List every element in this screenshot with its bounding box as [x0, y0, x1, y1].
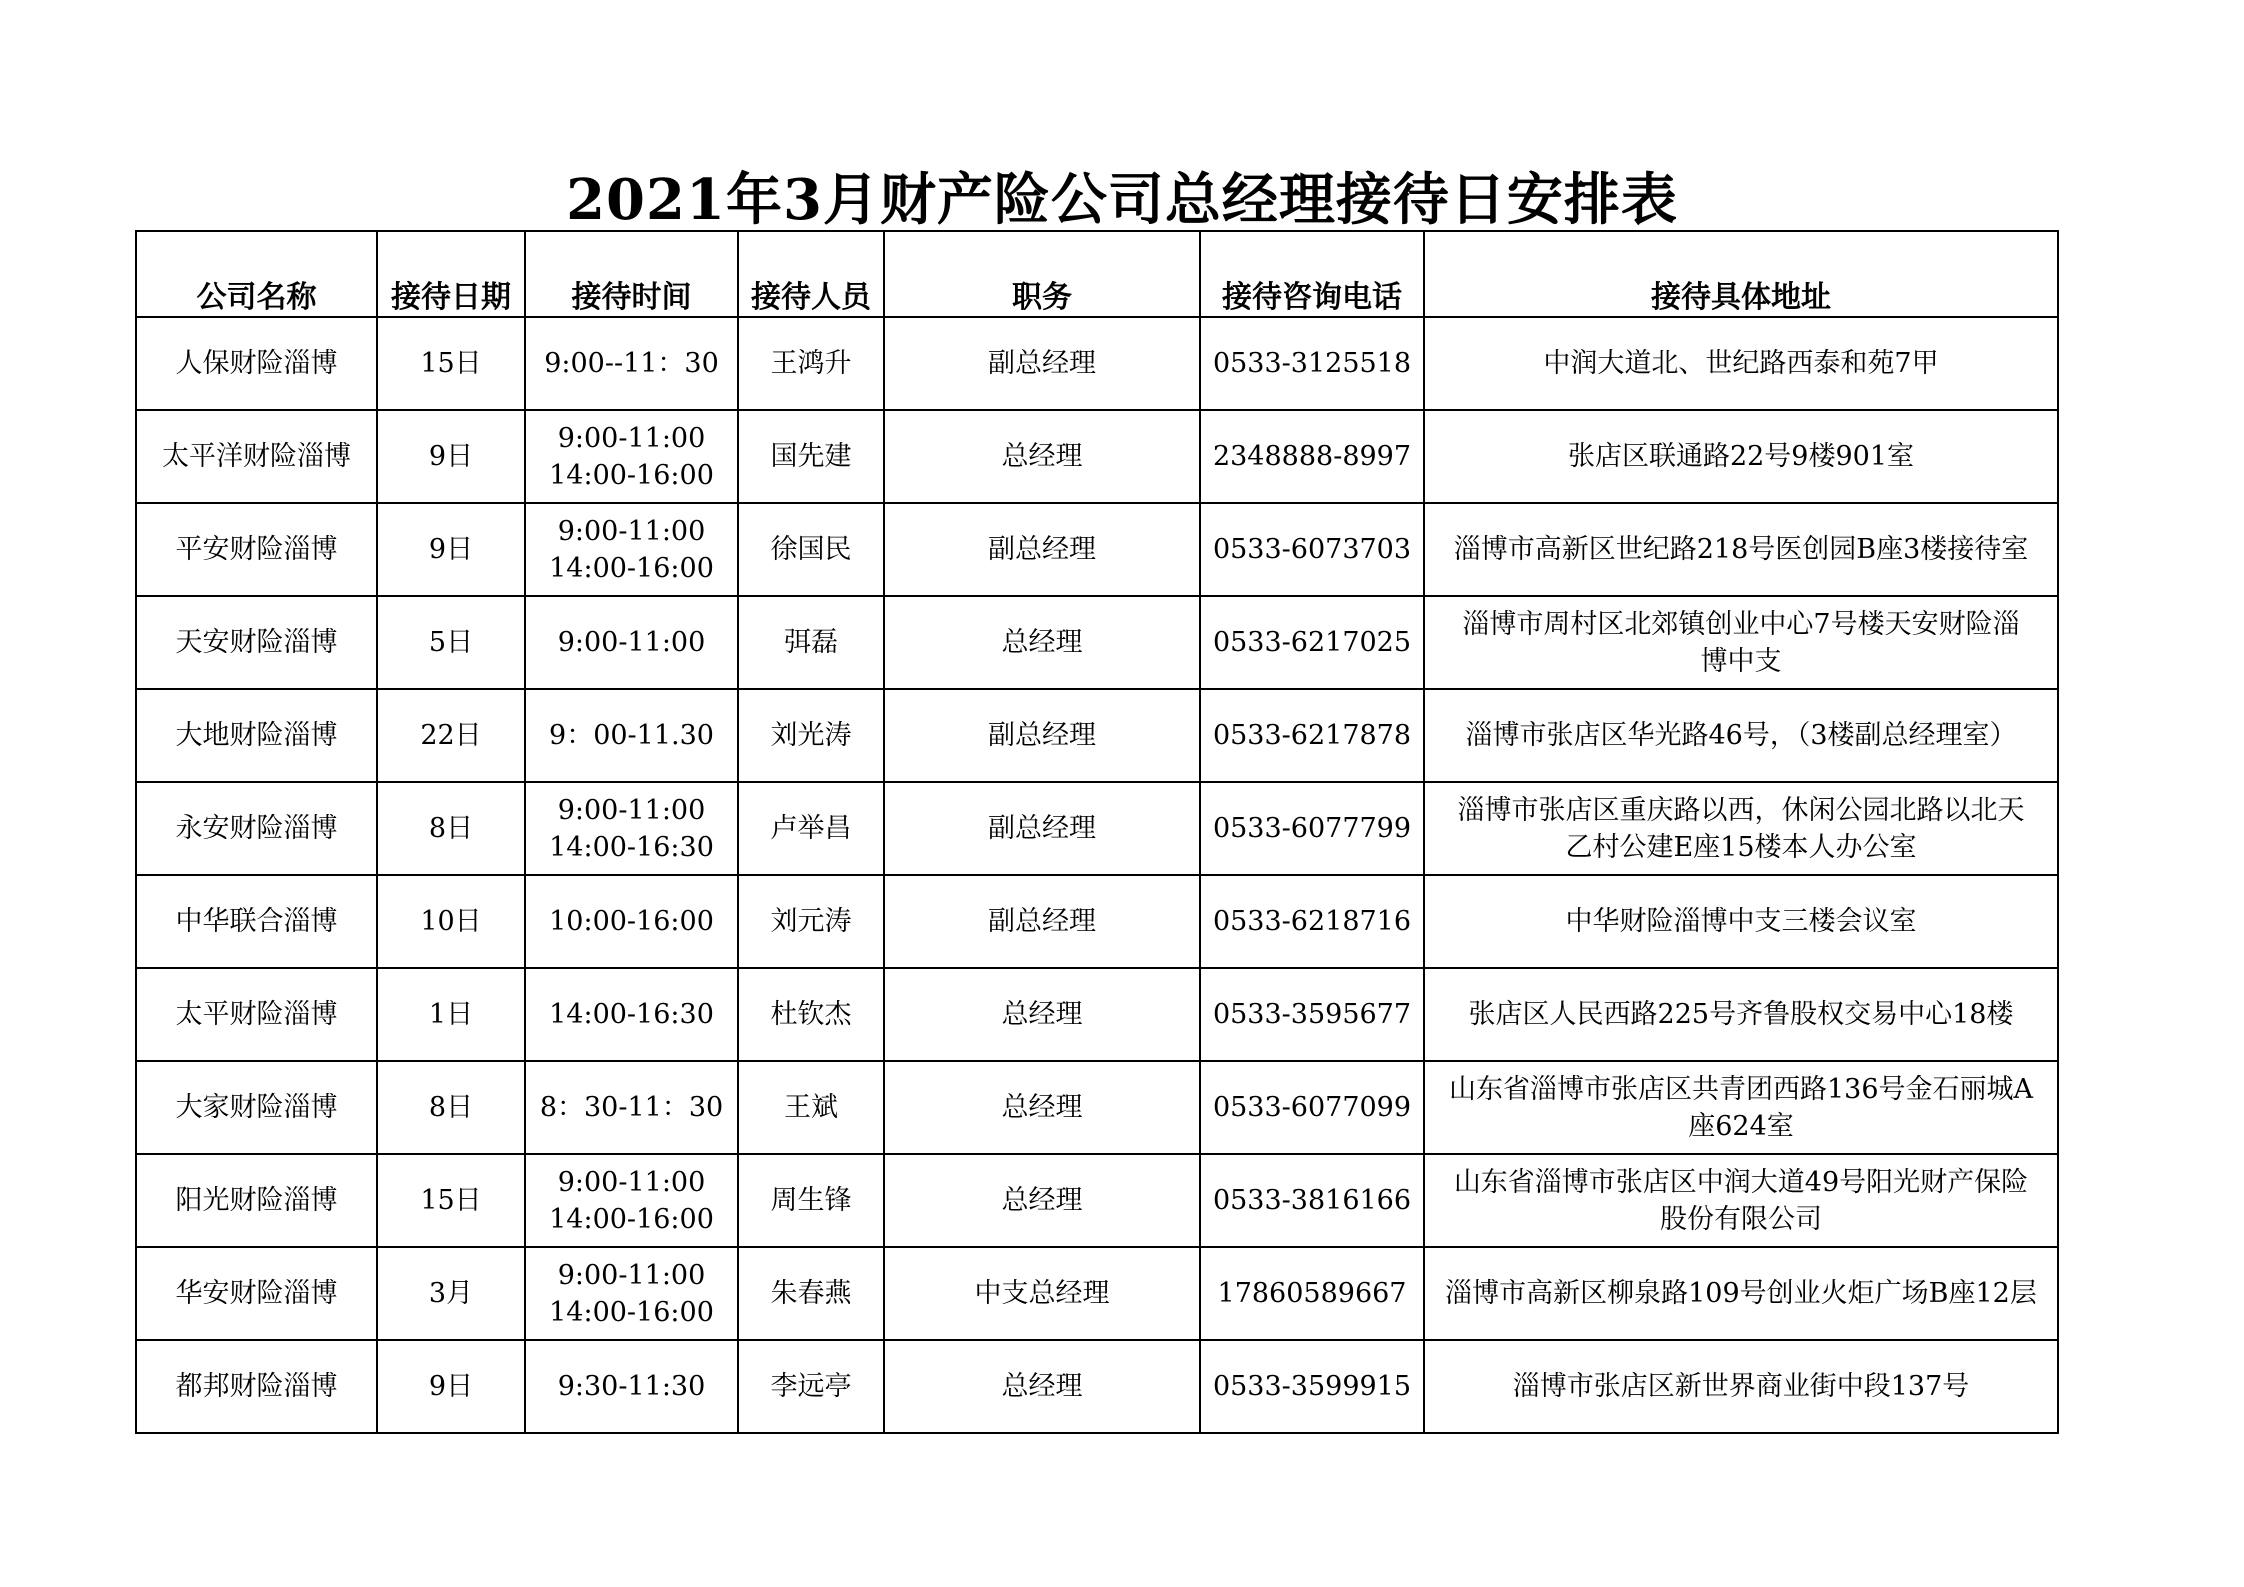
- position-cell: 总经理: [884, 968, 1200, 1061]
- time-cell: [525, 1061, 738, 1154]
- table-row: [136, 782, 2058, 875]
- table-row: [136, 1154, 2058, 1247]
- header-time: 接待时间: [525, 231, 738, 317]
- time-line: 9:00-11:00: [557, 515, 706, 547]
- address-line: 淄博市高新区世纪路218号医创园B座3楼接待室: [1453, 534, 2029, 565]
- date-cell: 8日: [377, 782, 525, 875]
- date-cell: 9日: [377, 1340, 525, 1433]
- address-cell: [1424, 782, 2058, 875]
- address-cell: [1424, 1340, 2058, 1433]
- person-cell: 卢举昌: [738, 782, 884, 875]
- table-header-row: [136, 231, 2058, 317]
- address-line: 淄博市张店区华光路46号，（3楼副总经理室）: [1465, 720, 2017, 751]
- phone-cell: 2348888-8997: [1200, 410, 1424, 503]
- time-line: 14:00-16:00: [549, 459, 714, 491]
- date-cell: 10日: [377, 875, 525, 968]
- date-cell: 1日: [377, 968, 525, 1061]
- phone-cell: 0533-6218716: [1200, 875, 1424, 968]
- company-cell: 华安财险淄博: [136, 1247, 377, 1340]
- time-line: 9:00--11：30: [544, 348, 719, 379]
- phone-cell: 0533-6217025: [1200, 596, 1424, 689]
- date-cell: 15日: [377, 1154, 525, 1247]
- table-row: [136, 968, 2058, 1061]
- position-cell: 副总经理: [884, 689, 1200, 782]
- address-line: 股份有限公司: [1660, 1203, 1822, 1235]
- phone-cell: 17860589667: [1200, 1247, 1424, 1340]
- address-cell: [1424, 503, 2058, 596]
- time-line: 9:00-11:00: [557, 1259, 706, 1291]
- time-line: 9：00-11.30: [549, 720, 714, 751]
- position-cell: 中支总经理: [884, 1247, 1200, 1340]
- table-row: [136, 317, 2058, 410]
- table-row: [136, 1340, 2058, 1433]
- time-line: 14:00-16:30: [549, 831, 714, 863]
- person-cell: 李远亭: [738, 1340, 884, 1433]
- date-cell: 3月: [377, 1247, 525, 1340]
- address-line: 中华财险淄博中支三楼会议室: [1565, 906, 1917, 937]
- time-line: 14:00-16:30: [549, 999, 714, 1030]
- table-body: [136, 317, 2058, 1433]
- time-cell: [525, 1154, 738, 1247]
- company-cell: 太平财险淄博: [136, 968, 377, 1061]
- table-row: [136, 689, 2058, 782]
- company-cell: 都邦财险淄博: [136, 1340, 377, 1433]
- date-cell: 8日: [377, 1061, 525, 1154]
- person-cell: 周生锋: [738, 1154, 884, 1247]
- position-cell: 副总经理: [884, 782, 1200, 875]
- address-cell: [1424, 875, 2058, 968]
- table-row: [136, 410, 2058, 503]
- time-cell: [525, 968, 738, 1061]
- phone-cell: 0533-3595677: [1200, 968, 1424, 1061]
- address-cell: [1424, 596, 2058, 689]
- phone-cell: 0533-3816166: [1200, 1154, 1424, 1247]
- position-cell: 副总经理: [884, 875, 1200, 968]
- address-line: 淄博市高新区柳泉路109号创业火炬广场B座12层: [1445, 1278, 2037, 1309]
- company-cell: 大地财险淄博: [136, 689, 377, 782]
- position-cell: 总经理: [884, 1340, 1200, 1433]
- header-phone: 接待咨询电话: [1200, 231, 1424, 317]
- time-line: 9:30-11:30: [557, 1371, 706, 1402]
- address-cell: [1424, 968, 2058, 1061]
- time-line: 9:00-11:00: [557, 422, 706, 454]
- address-cell: [1424, 317, 2058, 410]
- time-cell: [525, 596, 738, 689]
- table-row: [136, 596, 2058, 689]
- schedule-table: [135, 230, 2059, 1434]
- company-cell: 人保财险淄博: [136, 317, 377, 410]
- time-line: 14:00-16:00: [549, 1203, 714, 1235]
- time-cell: [525, 689, 738, 782]
- company-cell: 大家财险淄博: [136, 1061, 377, 1154]
- table-row: [136, 1061, 2058, 1154]
- time-line: 14:00-16:00: [549, 1296, 714, 1328]
- phone-cell: 0533-3599915: [1200, 1340, 1424, 1433]
- table-row: [136, 503, 2058, 596]
- header-person: 接待人员: [738, 231, 884, 317]
- company-cell: 阳光财险淄博: [136, 1154, 377, 1247]
- company-cell: 平安财险淄博: [136, 503, 377, 596]
- time-cell: [525, 410, 738, 503]
- address-cell: [1424, 410, 2058, 503]
- company-cell: 中华联合淄博: [136, 875, 377, 968]
- company-cell: 天安财险淄博: [136, 596, 377, 689]
- address-line: 山东省淄博市张店区中润大道49号阳光财产保险: [1453, 1166, 2029, 1198]
- phone-cell: 0533-6217878: [1200, 689, 1424, 782]
- time-line: 14:00-16:00: [549, 552, 714, 584]
- date-cell: 5日: [377, 596, 525, 689]
- phone-cell: 0533-3125518: [1200, 317, 1424, 410]
- address-line: 淄博市周村区北郊镇创业中心7号楼天安财险淄: [1462, 608, 2020, 640]
- person-cell: 国先建: [738, 410, 884, 503]
- header-position: 职务: [884, 231, 1200, 317]
- position-cell: 总经理: [884, 1154, 1200, 1247]
- address-line: 山东省淄博市张店区共青团西路136号金石丽城A: [1448, 1073, 2034, 1105]
- time-line: 9:00-11:00: [557, 627, 706, 658]
- time-line: 9:00-11:00: [557, 794, 706, 826]
- address-cell: [1424, 1154, 2058, 1247]
- time-line: 10:00-16:00: [549, 906, 714, 937]
- person-cell: 杜钦杰: [738, 968, 884, 1061]
- time-cell: [525, 1340, 738, 1433]
- person-cell: 王鸿升: [738, 317, 884, 410]
- date-cell: 9日: [377, 503, 525, 596]
- time-cell: [525, 503, 738, 596]
- position-cell: 副总经理: [884, 503, 1200, 596]
- person-cell: 弭磊: [738, 596, 884, 689]
- person-cell: 徐国民: [738, 503, 884, 596]
- date-cell: 22日: [377, 689, 525, 782]
- position-cell: 副总经理: [884, 317, 1200, 410]
- address-line: 座624室: [1688, 1110, 1794, 1142]
- phone-cell: 0533-6073703: [1200, 503, 1424, 596]
- table-row: [136, 875, 2058, 968]
- address-line: 中润大道北、世纪路西泰和苑7甲: [1543, 348, 1939, 379]
- date-cell: 15日: [377, 317, 525, 410]
- phone-cell: 0533-6077799: [1200, 782, 1424, 875]
- address-cell: [1424, 1061, 2058, 1154]
- address-cell: [1424, 1247, 2058, 1340]
- table-row: [136, 1247, 2058, 1340]
- position-cell: 总经理: [884, 1061, 1200, 1154]
- address-line: 乙村公建E座15楼本人办公室: [1565, 831, 1917, 863]
- company-cell: 永安财险淄博: [136, 782, 377, 875]
- header-date: 接待日期: [377, 231, 525, 317]
- person-cell: 刘元涛: [738, 875, 884, 968]
- company-cell: 太平洋财险淄博: [136, 410, 377, 503]
- time-line: 9:00-11:00: [557, 1166, 706, 1198]
- position-cell: 总经理: [884, 410, 1200, 503]
- person-cell: 王斌: [738, 1061, 884, 1154]
- person-cell: 刘光涛: [738, 689, 884, 782]
- address-line: 淄博市张店区重庆路以西，休闲公园北路以北天: [1457, 794, 2025, 826]
- time-cell: [525, 782, 738, 875]
- time-cell: [525, 1247, 738, 1340]
- address-line: 张店区联通路22号9楼901室: [1567, 441, 1915, 472]
- address-line: 张店区人民西路225号齐鲁股权交易中心18楼: [1468, 999, 2014, 1030]
- person-cell: 朱春燕: [738, 1247, 884, 1340]
- time-line: 8：30-11：30: [539, 1092, 724, 1123]
- address-line: 淄博市张店区新世界商业街中段137号: [1512, 1371, 1970, 1402]
- phone-cell: 0533-6077099: [1200, 1061, 1424, 1154]
- time-cell: [525, 875, 738, 968]
- header-address: 接待具体地址: [1424, 231, 2058, 317]
- header-company: 公司名称: [136, 231, 377, 317]
- position-cell: 总经理: [884, 596, 1200, 689]
- date-cell: 9日: [377, 410, 525, 503]
- address-line: 博中支: [1700, 645, 1782, 677]
- address-cell: [1424, 689, 2058, 782]
- page-title: 2021年3月财产险公司总经理接待日安排表: [566, 167, 1678, 233]
- time-cell: [525, 317, 738, 410]
